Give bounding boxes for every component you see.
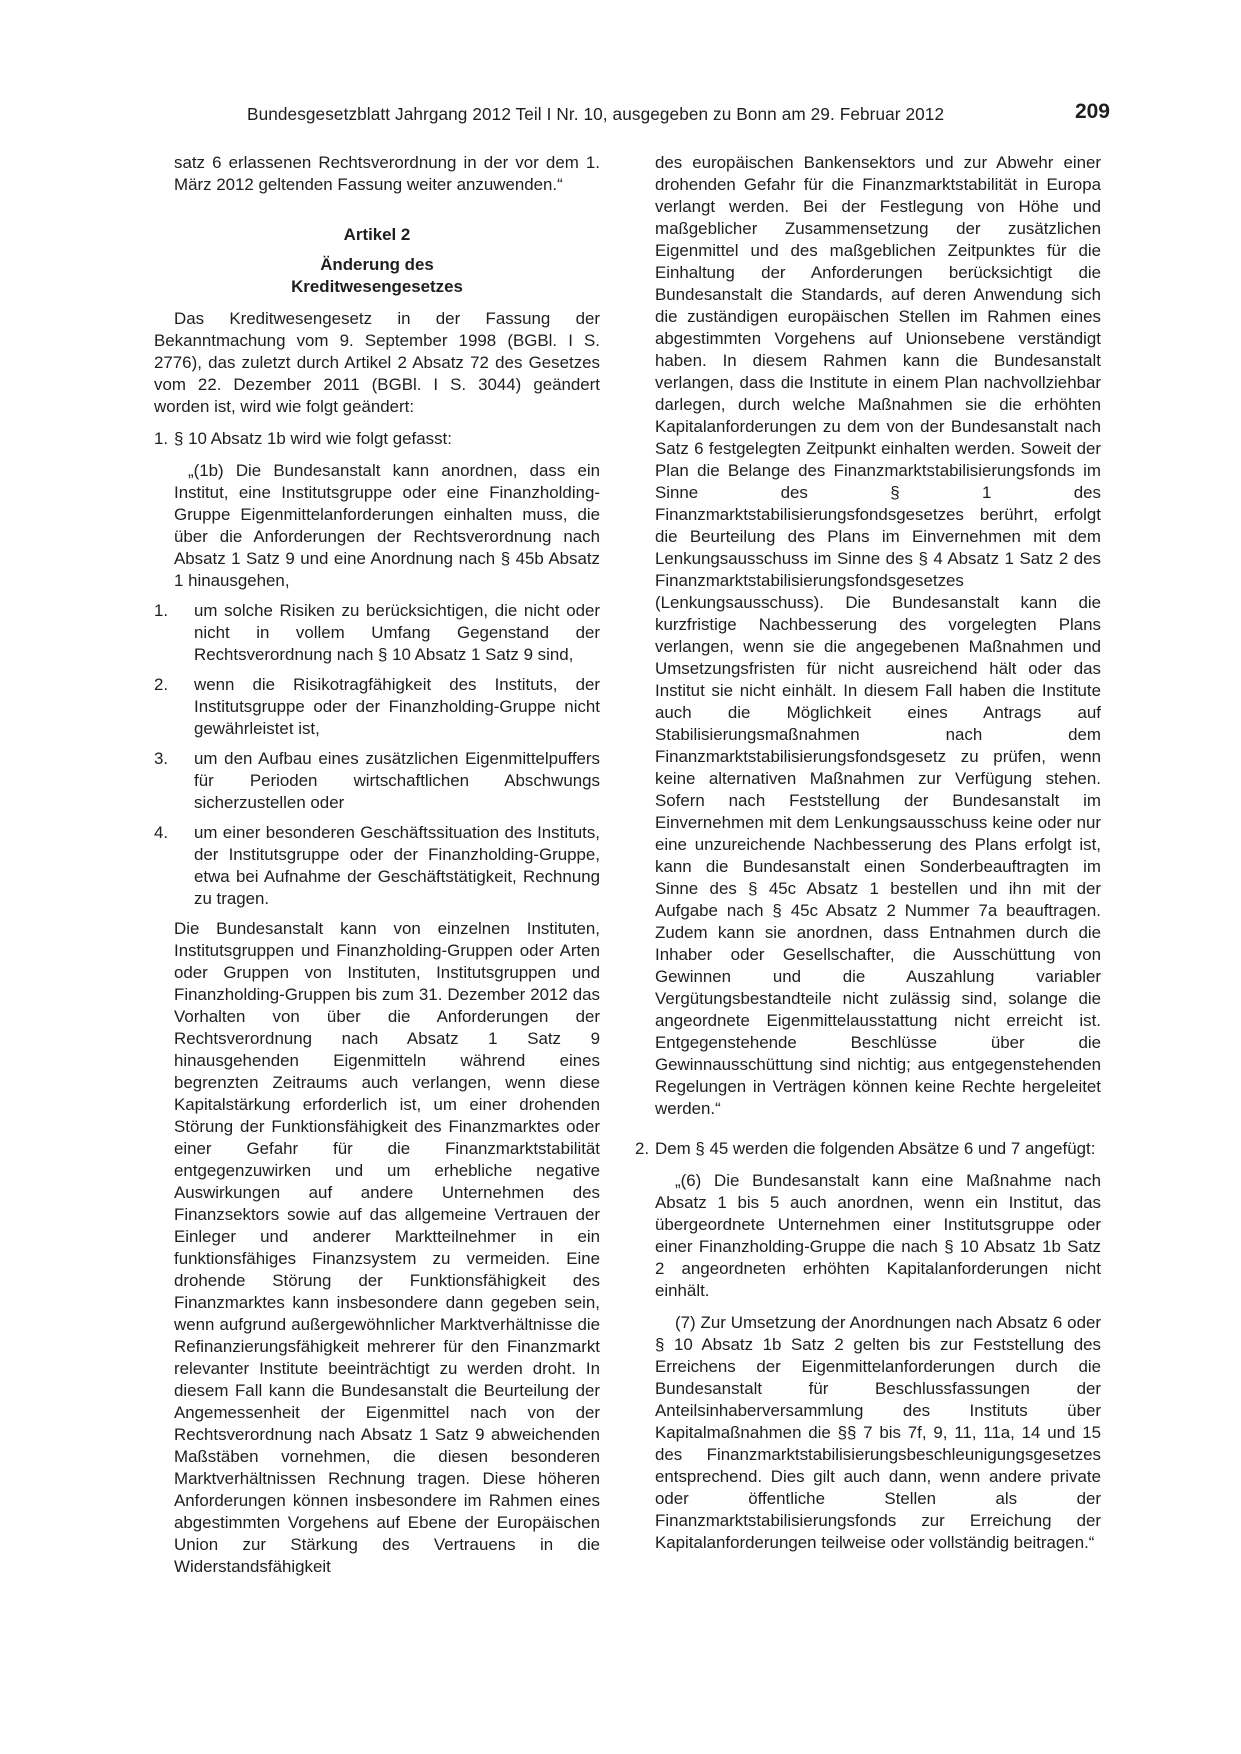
page-header <box>150 100 1110 132</box>
intro-paragraph: satz 6 erlassenen Rechtsverordnung in der vor dem 1. März 2012 geltenden Fassung weiter anzuwenden.“ <box>174 153 600 194</box>
right-column <box>635 152 1101 1554</box>
item-number: 1. <box>154 429 169 448</box>
quote-paragraph-1b: „(1b) Die Bundesanstalt kann anordnen, dass ein Institut, eine Institutsgruppe oder eine Finanzholding-Gruppe Eigenmittelanforderungen einhalten muss, die über die Anforderungen der Rechtsverordnung nach Absatz 1 Satz 9 und eine Anordnung nach § 45b Absatz 1 hinausgehen, <box>174 461 600 590</box>
list-item <box>154 600 600 666</box>
amendment-item-1 <box>154 428 600 450</box>
list-item-text: um einer besonderen Geschäftssituation des Instituts, der Institutsgruppe oder der Finanzholding-Gruppe, etwa bei Aufnahme der Geschäftstätigkeit, Rechnung zu tragen. <box>194 823 600 908</box>
list-item-text: um solche Risiken zu berücksichtigen, die nicht oder nicht in vollem Umfang Gegenstand der Rechtsverordnung nach § 10 Absatz 1 Satz 9 sind, <box>194 601 600 664</box>
list-item <box>154 748 600 814</box>
article-subtitle-2: Kreditwesengesetzes <box>291 277 463 296</box>
list-item-number: 1. <box>154 601 169 620</box>
header-title: Bundesgesetzblatt Jahrgang 2012 Teil I Nr. 10, ausgegeben zu Bonn am 29. Februar 2012 <box>247 104 945 124</box>
article-title: Artikel 2 <box>343 225 411 244</box>
amendment-intro-paragraph: Das Kreditwesengesetz in der Fassung der Bekanntmachung vom 9. September 1998 (BGBl. I S. 2776), das zuletzt durch Artikel 2 Absatz 72 des Gesetzes vom 22. Dezember 2011 (BGBl. I S. 3044) geändert worden ist, wird wie folgt geändert: <box>154 309 600 416</box>
quote-paragraph-7: (7) Zur Umsetzung der Anordnungen nach Absatz 6 oder § 10 Absatz 1b Satz 2 gelten bis zur Feststellung des Erreichens der Eigenmittelanforderungen durch die Bundesanstalt für Beschlussfassungen der Anteilsinhaberversammlung des Instituts über Kapitalmaßnahmen die §§ 7 bis 7f, 9, 11, 11a, 14 und 15 des Finanzmarktstabilisierungsbeschleunigungsgesetzes entsprechend. Dies gilt auch dann, wenn andere private oder öffentliche Stellen als der Finanzmarktstabilisierungsfonds zur Erreichung der Kapitalanforderungen teilweise oder vollständig beitragen.“ <box>655 1313 1101 1552</box>
article-subtitle-1: Änderung des <box>320 255 434 274</box>
amendment-item-2 <box>635 1138 1101 1160</box>
list-item-text: wenn die Risikotragfähigkeit des Instituts, der Institutsgruppe oder der Finanzholding-Gruppe nicht gewährleistet ist, <box>194 675 600 738</box>
quote-paragraph-6: „(6) Die Bundesanstalt kann eine Maßnahme nach Absatz 1 bis 5 auch anordnen, wenn ein Institut, das übergeordnete Unternehmen einer Institutsgruppe oder einer Finanzholding-Gruppe die nach § 10 Absatz 1b Satz 2 angeordneten erhöhten Kapitalanforderungen nicht einhält. <box>655 1171 1101 1300</box>
list-item-text: um den Aufbau eines zusätzlichen Eigenmittelpuffers für Perioden wirtschaftlichen Abschwungs sicherzustellen oder <box>194 749 600 812</box>
list-item-number: 2. <box>154 675 169 694</box>
list-item-number: 4. <box>154 823 169 842</box>
page-number: 209 <box>1074 100 1110 123</box>
left-column <box>154 152 600 1578</box>
item-text: Dem § 45 werden die folgenden Absätze 6 und 7 angefügt: <box>655 1139 1096 1158</box>
item-text: § 10 Absatz 1b wird wie folgt gefasst: <box>174 429 452 448</box>
item-number: 2. <box>635 1139 650 1158</box>
continued-paragraph: des europäischen Bankensektors und zur Abwehr einer drohenden Gefahr für die Finanzmarktstabilität in Europa verlangt werden. Bei der Festlegung von Höhe und maßgeblicher Zusammensetzung der zusätzlichen Eigenmittel und des maßgeblichen Zeitpunktes für die Einhaltung der Anforderungen berücksichtigt die Bundesanstalt die Standards, auf deren Anwendung sich die zuständigen europäischen Stellen im Rahmen eines abgestimmten Vorgehens auf Unionsebene verständigt haben. In diesem Rahmen kann die Bundesanstalt verlangen, dass die Institute in einem Plan nachvollziehbar darlegen, durch welche Maßnahmen sie die erhöhten Kapitalanforderungen zu dem von der Bundesanstalt nach Satz 6 festgelegten Zeitpunkt einhalten werden. Soweit der Plan die Belange des Finanzmarktstabilisierungsfonds im Sinne des § 1 des Finanzmarktstabilisierungsfondsgesetzes berührt, erfolgt die Beurteilung des Plans im Einvernehmen mit dem Lenkungsausschuss im Sinne des § 4 Absatz 1 Satz 2 des Finanzmarktstabilisierungsfondsgesetzes (Lenkungsausschuss). Die Bundesanstalt kann die kurzfristige Nachbesserung des vorgelegten Plans verlangen, wenn sie die angegebenen Maßnahmen und Umsetzungsfristen für nicht ausreichend hält oder das Institut sie nicht einhält. In diesem Fall haben die Institute auch die Möglichkeit eines Antrags auf Stabilisierungsmaßnahmen nach dem Finanzmarktstabilisierungsfondsgesetz zu prüfen, wenn keine alternativen Maßnahmen zur Verfügung stehen. Sofern nach Feststellung der Bundesanstalt im Einvernehmen mit dem Lenkungsausschuss keine oder nur eine unzureichende Nachbesserung des Plans erfolgt ist, kann die Bundesanstalt einen Sonderbeauftragten im Sinne des § 45c Absatz 1 bestellen und ihn mit der Aufgabe nach § 45c Absatz 2 Nummer 7a beauftragen. Zudem kann sie anordnen, dass Entnahmen durch die Inhaber oder Gesellschafter, die Ausschüttung von Gewinnen und die Auszahlung variabler Vergütungsbestandteile nicht zulässig sind, solange die angeordnete Eigenmittelausstattung nicht erreicht ist. Entgegenstehende Beschlüsse über die Gewinnausschüttung sind nichtig; aus entgegenstehenden Regelungen in Verträgen können keine Rechte hergeleitet werden.“ <box>655 153 1101 1118</box>
list-item <box>154 822 600 910</box>
list-item <box>154 674 600 740</box>
body-paragraph: Die Bundesanstalt kann von einzelnen Instituten, Institutsgruppen und Finanzholding-Gruppen oder Arten oder Gruppen von Instituten, Institutsgruppen und Finanzholding-Gruppen bis zum 31. Dezember 2012 das Vorhalten von über die Anforderungen der Rechtsverordnung nach Absatz 1 Satz 9 hinausgehenden Eigenmitteln während eines begrenzten Zeitraums auch verlangen, wenn diese Kapitalstärkung erforderlich ist, um einer drohenden Störung der Funktionsfähigkeit des Finanzmarktes oder einer Gefahr für die Finanzmarktstabilität entgegenzuwirken und um erhebliche negative Auswirkungen auf andere Unternehmen des Finanzsektors sowie auf das allgemeine Vertrauen der Einleger und anderer Marktteilnehmer in ein funktionsfähiges Finanzsystem zu vermeiden. Eine drohende Störung der Funktionsfähigkeit des Finanzmarktes kann insbesondere dann gegeben sein, wenn aufgrund außergewöhnlicher Marktverhältnisse die Refinanzierungsfähigkeit mehrerer für den Finanzmarkt relevanter Institute beeinträchtigt zu werden droht. In diesem Fall kann die Bundesanstalt die Beurteilung der Angemessenheit der Eigenmittel nach von der Rechtsverordnung nach Absatz 1 Satz 9 abweichenden Maßstäben vornehmen, die diesen besonderen Marktverhältnissen Rechnung tragen. Diese höheren Anforderungen können insbesondere im Rahmen eines abgestimmten Vorgehens auf Ebene der Europäischen Union zur Stärkung des Vertrauens in die Widerstandsfähigkeit <box>174 919 600 1576</box>
list-item-number: 3. <box>154 749 169 768</box>
